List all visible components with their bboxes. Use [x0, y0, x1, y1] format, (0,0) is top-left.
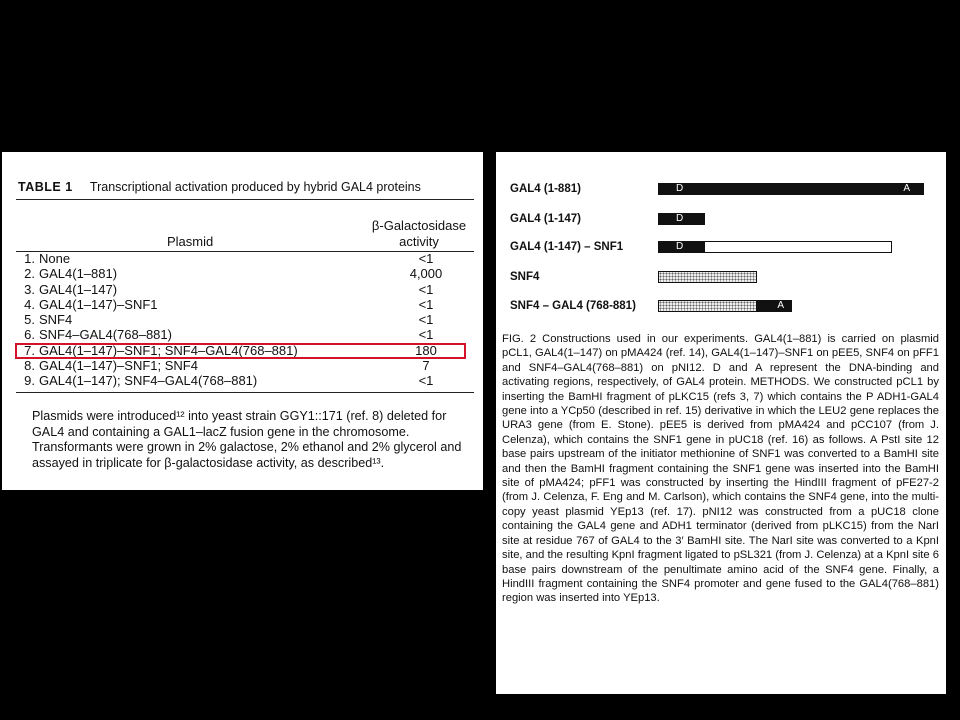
activity-header-line2: activity	[399, 234, 439, 249]
construct-label: GAL4 (1-147)	[510, 213, 581, 225]
row-index: 1.	[24, 251, 35, 266]
row-plasmid: None	[39, 251, 71, 266]
activity-header-line1: β-Galactosidase	[371, 218, 467, 233]
table-row	[19, 312, 474, 327]
activity-column-header	[364, 218, 474, 250]
activating-mark: A	[777, 300, 784, 311]
table-row	[19, 373, 474, 388]
row-index: 8.	[24, 358, 35, 374]
row-plasmid: GAL4(1–147)–SNF1	[39, 296, 158, 312]
figure-panel	[496, 152, 946, 694]
table-row	[19, 327, 474, 342]
row-index: 7.	[24, 342, 35, 358]
table-top-rule	[16, 199, 474, 200]
row-activity: <1	[418, 281, 434, 297]
table-row	[19, 251, 474, 266]
table-number: TABLE 1	[18, 180, 73, 194]
table-row	[19, 282, 474, 297]
table-bottom-rule	[16, 392, 474, 393]
row-index: 5.	[24, 312, 35, 328]
construct-bar-snf4	[658, 271, 757, 283]
row-activity: <1	[418, 312, 434, 328]
table-caption: Transcriptional activation produced by hybrid GAL4 proteins	[89, 180, 421, 194]
row-activity: 4,000	[409, 266, 443, 282]
table-panel	[2, 152, 483, 490]
construct-label: GAL4 (1-881)	[510, 183, 581, 195]
construct-bar-gal4-1-147	[658, 213, 705, 225]
dna-binding-mark: D	[676, 213, 684, 224]
construct-bar-snf1-segment	[704, 241, 892, 253]
row-plasmid: GAL4(1–147); SNF4–GAL4(768–881)	[39, 373, 258, 389]
table-footnote	[32, 409, 472, 471]
row-index: 9.	[24, 373, 35, 389]
row-plasmid: GAL4(1–147)–SNF1; SNF4	[39, 358, 198, 374]
row-index: 2.	[24, 266, 35, 282]
row-plasmid: SNF4	[39, 312, 73, 328]
row-plasmid: GAL4(1–147)–SNF1; SNF4–GAL4(768–881)	[39, 342, 298, 358]
construct-label: GAL4 (1-147) – SNF1	[510, 241, 624, 253]
construct-bar-gal4-1-881	[658, 183, 924, 195]
dna-binding-mark: D	[676, 241, 684, 252]
row-highlight-box	[15, 343, 466, 359]
row-index: 4.	[24, 296, 35, 312]
table-row	[19, 297, 474, 312]
row-index: 3.	[24, 281, 35, 297]
construct-label: SNF4 – GAL4 (768-881)	[510, 300, 636, 312]
construct-bar-gal4-768-881	[756, 300, 792, 312]
construct-label: SNF4	[510, 271, 540, 283]
figure-caption	[502, 332, 939, 606]
construct-bar-gal4-segment	[658, 241, 705, 253]
table-row	[19, 358, 474, 373]
row-plasmid: GAL4(1–881)	[39, 266, 118, 282]
footnote-text: Plasmids were introduced¹² into yeast strain GGY1::171 (ref. 8) deleted for GAL4 and containing a GAL1–lacZ fusion gene in the chromosome. Transformants were grown in 2% galactose, 2% ethanol and 2% glycerol and assayed in triplicate for β-galactosidase activity, as described¹³.	[32, 409, 462, 470]
dna-binding-mark: D	[676, 183, 684, 194]
row-plasmid: GAL4(1–147)	[39, 281, 118, 297]
table-row	[19, 266, 474, 281]
row-activity: <1	[418, 251, 434, 266]
construct-bar-snf4-segment	[658, 300, 757, 312]
plasmid-column-header: Plasmid	[167, 234, 214, 249]
table-rows	[19, 251, 474, 389]
activating-mark: A	[903, 183, 910, 194]
row-activity: <1	[418, 327, 434, 343]
table-title	[18, 180, 421, 194]
row-activity: <1	[418, 373, 434, 389]
row-activity: 7	[422, 358, 430, 374]
row-plasmid: SNF4–GAL4(768–881)	[39, 327, 172, 343]
row-activity: 180	[415, 342, 437, 358]
caption-text: FIG. 2 Constructions used in our experiments. GAL4(1–881) is carried on plasmid pCL1, GAL4(1–147) on pMA424 (ref. 14), GAL4(1–147)–SNF1 on pEE5, SNF4 on pFF1 and SNF4–GAL4(768–881) on pNI12. D and A represent the DNA-binding and activating regions, respectively, of GAL4 protein. METHODS. We constructed pCL1 by inserting the BamHI fragment of pLKC15 (refs 3, 7) which contains the P ADH1-GAL4 gene into a YCp50 (described in ref. 15) derivative in which the LEU2 gene replaces the URA3 gene (from E. Stone). pEE5 is derived from pMA424 and pCC107 (from J. Celenza), which contains the SNF1 gene in pUC18 (ref. 16) as follows. A PstI site 12 base pairs upstream of the initiator methionine of SNF1 was converted to a BamHI site and then the BamHI fragment containing the SNF1 gene was inserted into the BamHI site of pMA424; pFF1 was constructed by inserting the HindIII fragment of pFE27-2 (from J. Celenza, F. Eng and M. Carlson), which contains the SNF4 gene, into the multi-copy yeast plasmid YEp13 (ref. 17). pNI12 was constructed from a pUC18 clone containing the GAL4 gene and ADH1 terminator (derived from pLKC15) from the NarI site at residue 767 of GAL4 to the 3′ BamHI site. The NarI site was converted to a KpnI site, and the resulting KpnI fragment ligated to pSL321 (from J. Celenza) at a KpnI site 6 base pairs downstream of the penultimate amino acid of the SNF4 gene. Finally, a HindIII fragment containing the SNF4 promoter and gene fused to the GAL4(768–881) region was inserted into YEp13.	[502, 333, 939, 605]
row-index: 6.	[24, 327, 35, 343]
row-activity: <1	[418, 296, 434, 312]
